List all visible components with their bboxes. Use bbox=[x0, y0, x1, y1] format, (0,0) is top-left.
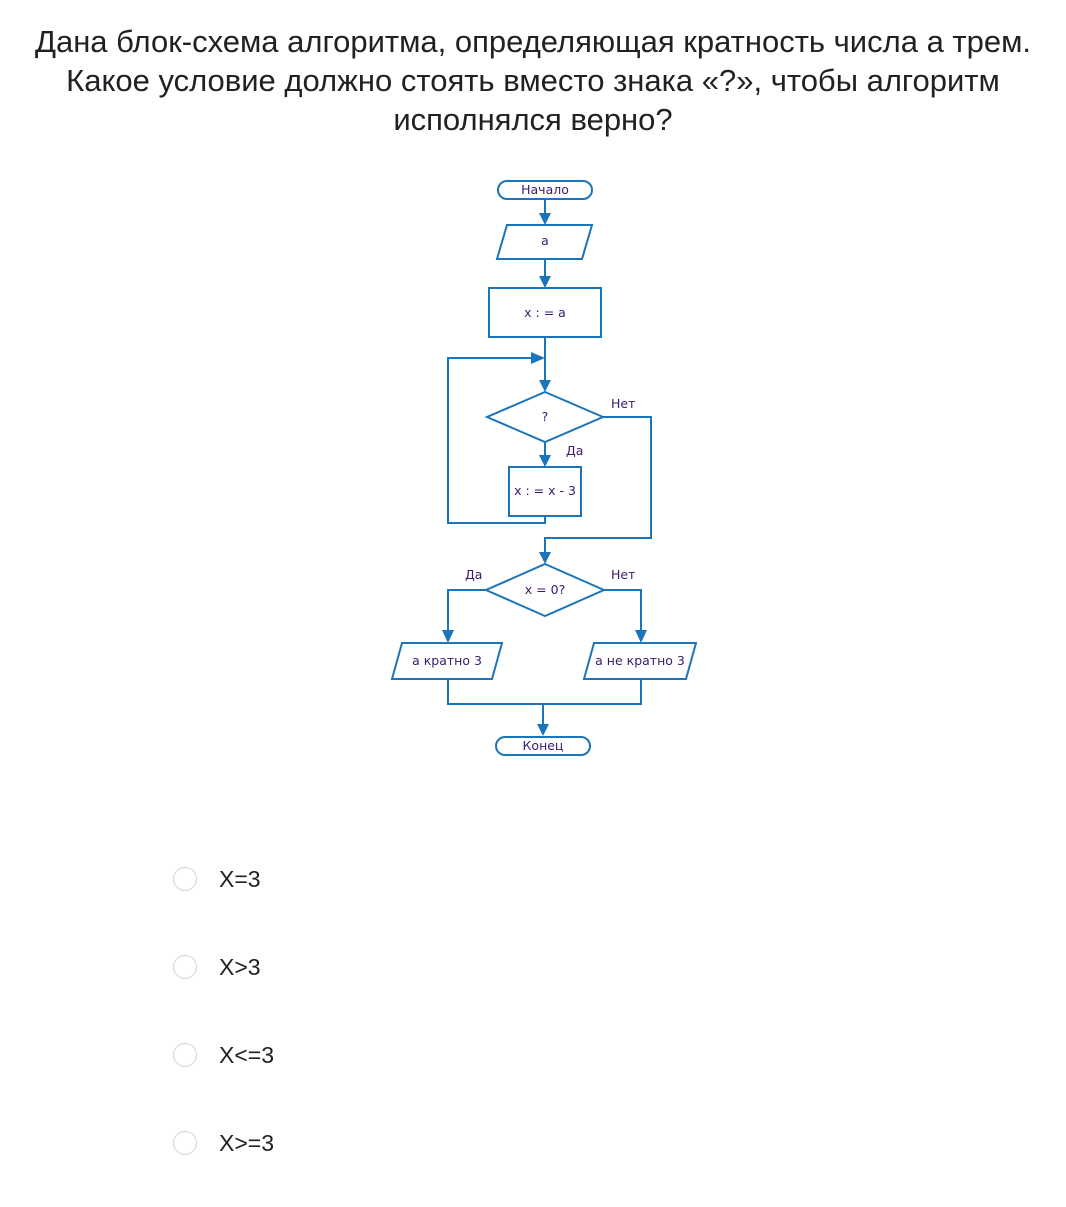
question-line-3: исполнялся верно? bbox=[393, 102, 673, 137]
flowchart-loop-no-label: Нет bbox=[611, 396, 636, 411]
flowchart-arrowhead bbox=[537, 724, 549, 736]
flowchart-loop-yes-label: Да bbox=[566, 443, 584, 458]
flowchart-check-yes-line bbox=[448, 590, 486, 632]
flowchart-arrowhead bbox=[539, 552, 551, 564]
answer-option-label: X>=3 bbox=[219, 1129, 274, 1156]
answer-option-label: X<=3 bbox=[219, 1041, 274, 1068]
flowchart-arrowhead bbox=[539, 276, 551, 288]
flowchart-arrowhead bbox=[635, 630, 647, 643]
flowchart-check-condition-label: x = 0? bbox=[524, 582, 566, 597]
question-line-2: Какое условие должно стоять вместо знака «?», чтобы алгоритм bbox=[66, 63, 1000, 98]
flowchart-output-yes-label: а кратно 3 bbox=[412, 653, 482, 668]
flowchart-loop-body-label: x : = x - 3 bbox=[514, 483, 576, 498]
flowchart-check-no-line bbox=[604, 590, 641, 632]
radio-button[interactable] bbox=[173, 1043, 197, 1067]
radio-button[interactable] bbox=[173, 1131, 197, 1155]
flowchart-assign-label: x : = a bbox=[524, 305, 566, 320]
radio-button[interactable] bbox=[173, 867, 197, 891]
flowchart-arrowhead bbox=[539, 380, 551, 392]
answer-option-label: X=3 bbox=[219, 865, 261, 892]
flowchart-output-no-label: а не кратно 3 bbox=[595, 653, 685, 668]
answer-option-3[interactable] bbox=[173, 1040, 274, 1070]
flowchart-check-no-label: Нет bbox=[611, 567, 636, 582]
flowchart-end-label: Конец bbox=[522, 738, 564, 753]
flowchart-arrowhead bbox=[539, 213, 551, 225]
flowchart-arrowhead bbox=[539, 455, 551, 467]
flowchart-start-label: Начало bbox=[521, 182, 569, 197]
radio-button[interactable] bbox=[173, 955, 197, 979]
answer-option-4[interactable] bbox=[173, 1128, 274, 1158]
answer-option-1[interactable] bbox=[173, 864, 261, 894]
flowchart-input-label: a bbox=[541, 233, 549, 248]
flowchart-check-yes-label: Да bbox=[465, 567, 483, 582]
flowchart-arrowhead bbox=[442, 630, 454, 643]
flowchart-merge-line bbox=[448, 679, 641, 704]
flowchart-loop-condition-label: ? bbox=[541, 409, 549, 424]
answer-option-label: X>3 bbox=[219, 953, 261, 980]
answer-option-2[interactable] bbox=[173, 952, 261, 982]
question-line-1: Дана блок-схема алгоритма, определяющая кратность числа а трем. bbox=[34, 24, 1032, 59]
flowchart-arrowhead bbox=[531, 352, 545, 364]
